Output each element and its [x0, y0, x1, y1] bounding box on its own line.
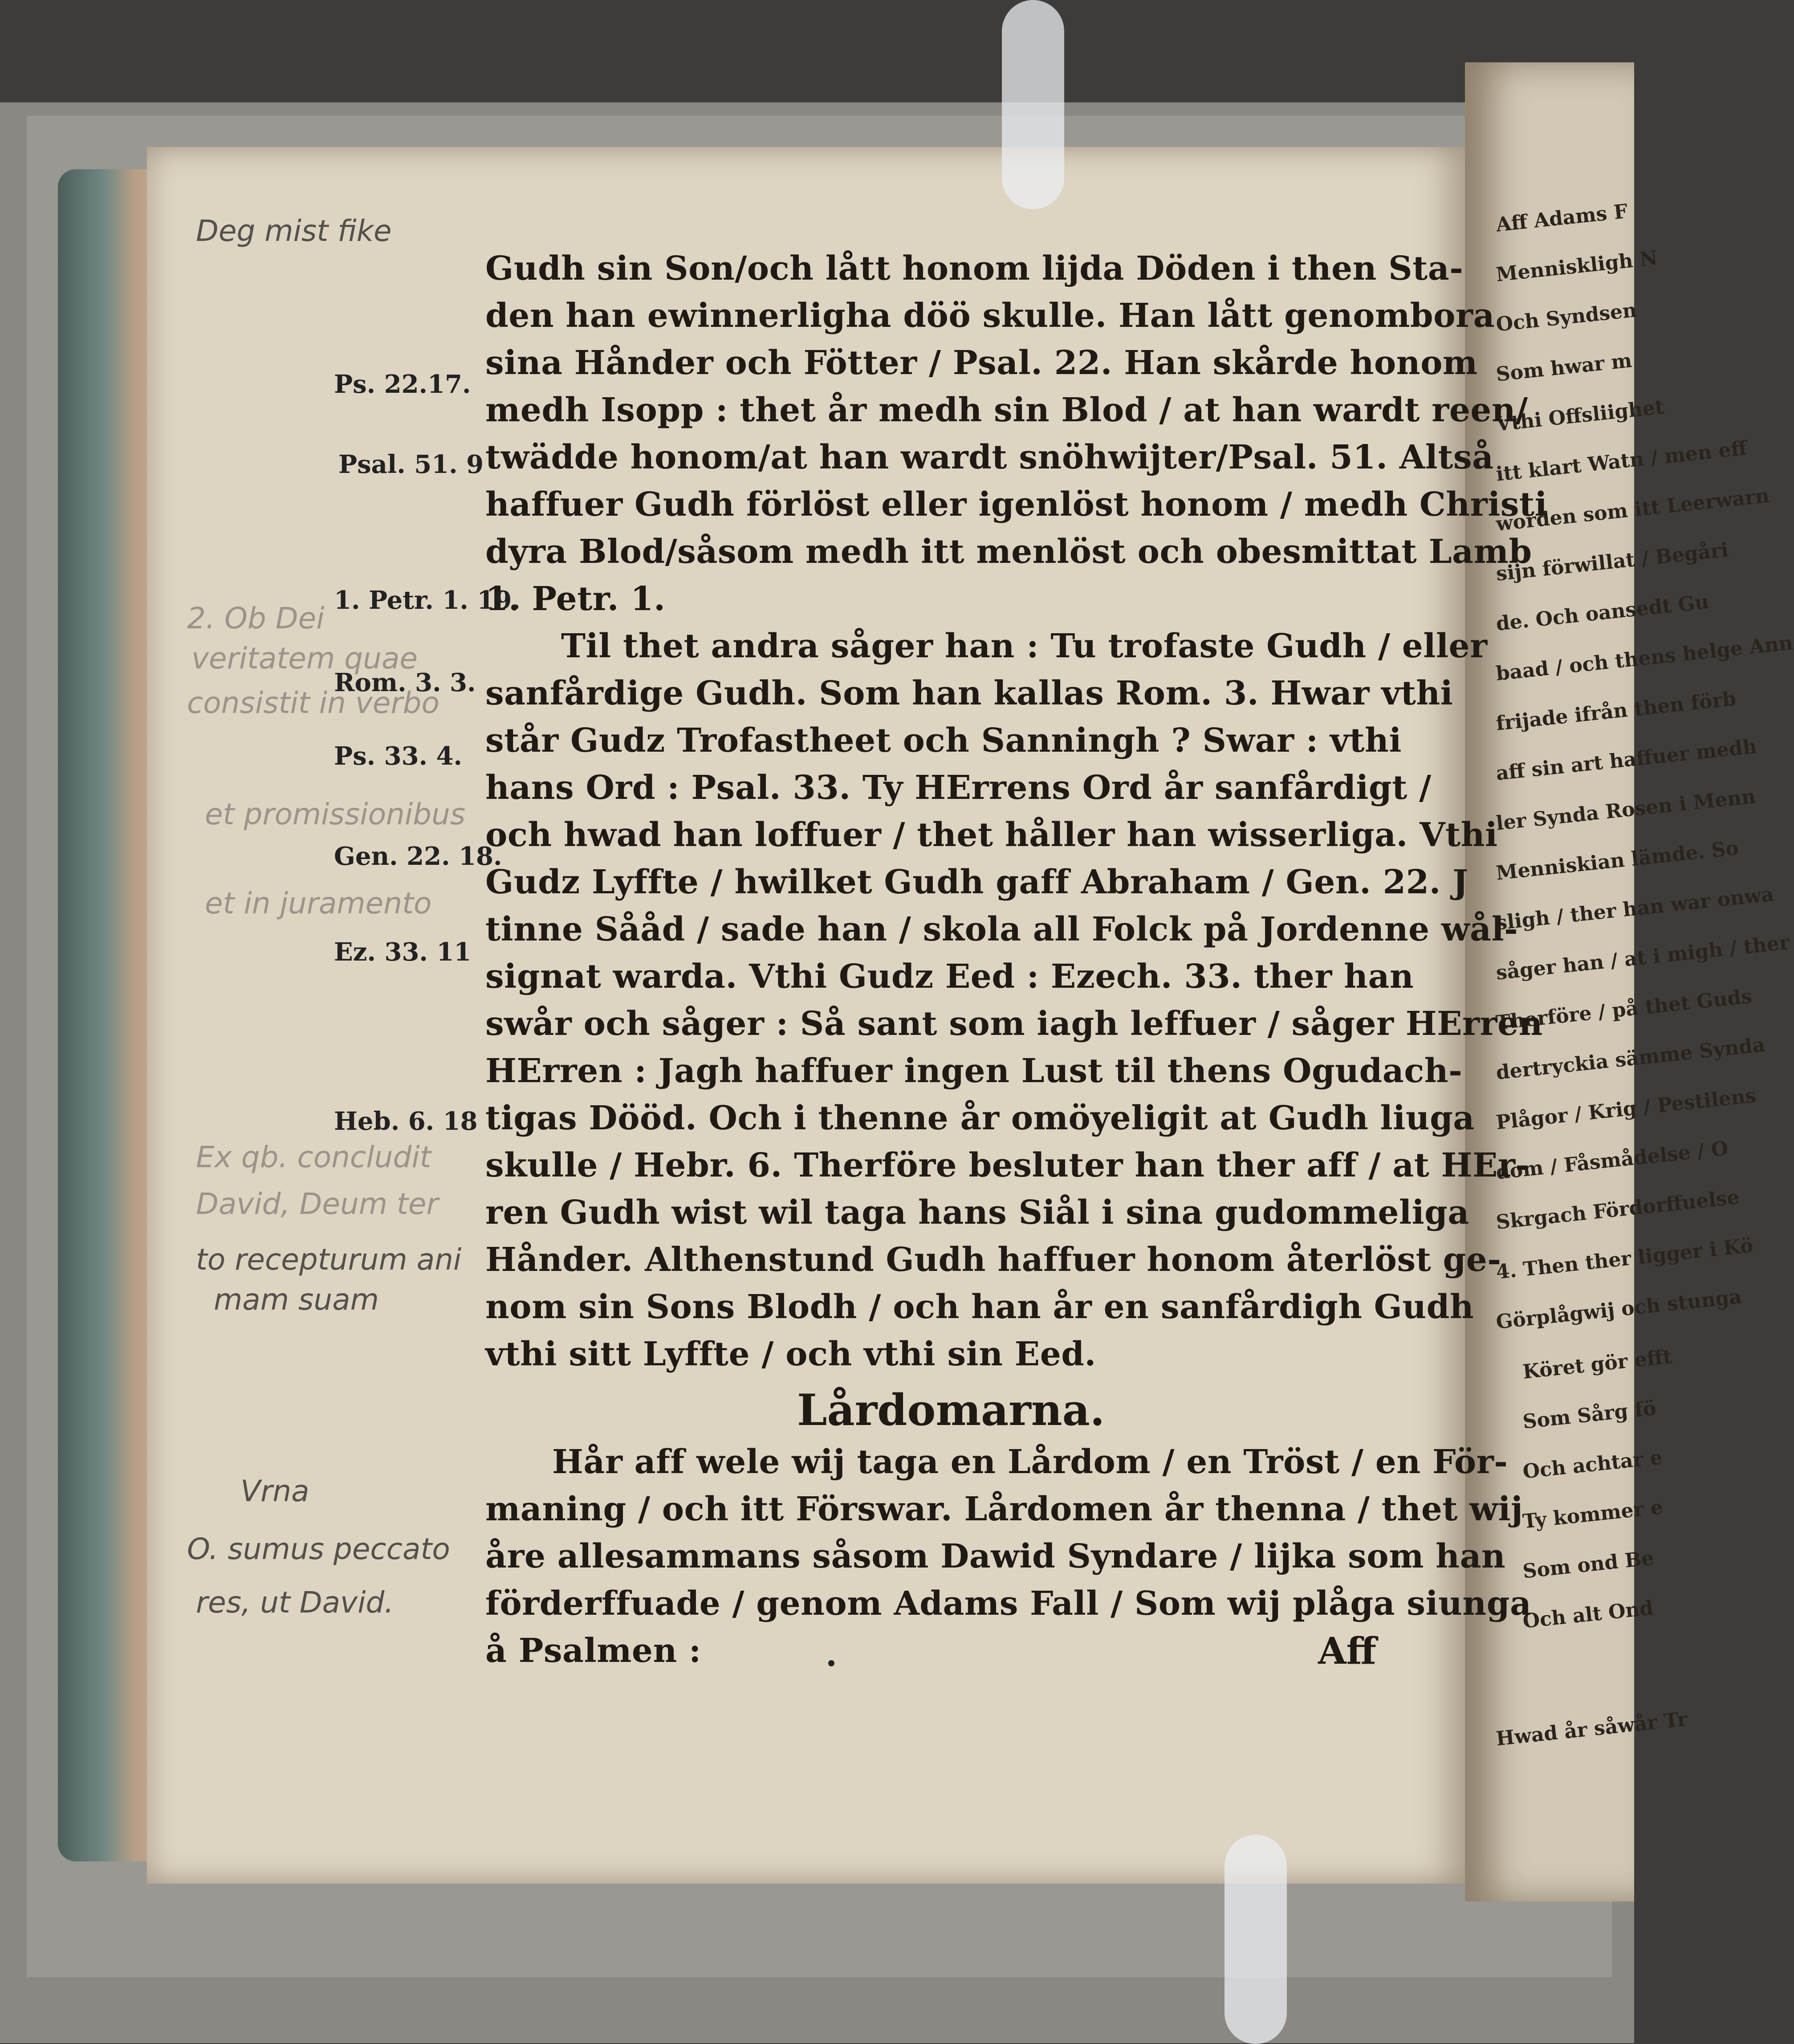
margin-reference: Psal. 51. 9	[338, 450, 484, 479]
facing-page-line: ler Synda Rosen i Menn	[1495, 785, 1757, 835]
facing-page-line: Görplågwij och stunga	[1495, 1285, 1743, 1334]
facing-page-line: de. Och oansedt Gu	[1495, 590, 1710, 635]
facing-page-line: Menniskligh N	[1495, 247, 1659, 286]
page-dot-mark	[828, 1660, 834, 1666]
text-line: å Psalmen :	[485, 1632, 701, 1670]
facing-page-line: dom / Fåsmådelse / O	[1495, 1137, 1729, 1184]
text-line: nom sin Sons Blodh / och han år en sanfårdigh Gudh	[485, 1288, 1474, 1326]
facing-page-line: Hwad år såwår Tr	[1495, 1707, 1689, 1751]
text-line: maning / och itt Förswar. Lårdomen år thenna / thet wij	[485, 1490, 1523, 1528]
facing-page-line: sijn förwillat / Begåri	[1495, 538, 1729, 586]
facing-page-line: Köret gör efft	[1521, 1345, 1673, 1384]
facing-page-line: Och Syndsen	[1495, 298, 1638, 336]
page-clip-bottom	[1224, 1835, 1287, 2044]
text-line: tinne Sååd / sade han / skola all Folck på Jordenne wål-	[485, 910, 1518, 949]
handwritten-note: veritatem quae	[191, 641, 418, 676]
text-line: dyra Blod/såsom medh itt menlöst och obesmittat Lamb	[485, 533, 1532, 571]
text-line: vthi sitt Lyffte / och vthi sin Eed.	[485, 1335, 1096, 1373]
facing-page-line: Som Sårg fö	[1521, 1397, 1657, 1433]
facing-page-line: frijade ifrån then förb	[1495, 687, 1737, 735]
text-line: skulle / Hebr. 6. Therföre besluter han ther aff / at HEr-	[485, 1146, 1530, 1185]
text-line: Hånder. Althenstund Gudh haffuer honom återlöst ge-	[485, 1241, 1501, 1279]
text-line: 1. Petr. 1.	[485, 580, 666, 618]
handwritten-note: 2. Ob Dei	[187, 601, 325, 635]
text-line: ren Gudh wist wil taga hans Siål i sina gudommeliga	[485, 1193, 1469, 1232]
facing-page-line: Vthi Offsliighet	[1495, 395, 1665, 436]
margin-reference: Gen. 22. 18.	[334, 842, 502, 871]
margin-reference: Ps. 22.17.	[334, 370, 471, 399]
handwritten-note: Deg mist fike	[196, 214, 392, 248]
handwritten-note: O. sumus peccato	[187, 1532, 450, 1566]
margin-reference: Heb. 6. 18	[334, 1107, 478, 1136]
text-line: Hår aff wele wij taga en Lårdom / en Tröst / en För-	[552, 1443, 1508, 1481]
handwritten-note: Vrna	[240, 1474, 309, 1508]
text-line: haffuer Gudh förlöst eller igenlöst honom / medh Christi	[485, 485, 1548, 524]
facing-page-line: Therföre / på thet Guds	[1495, 985, 1753, 1034]
text-line: HErren : Jagh haffuer ingen Lust til thens Ogudach-	[485, 1052, 1463, 1090]
facing-page-line: baad / och thens helge Ann	[1495, 631, 1794, 685]
text-line: Gudh sin Son/och lått honom lijda Döden i then Sta-	[485, 249, 1464, 288]
handwritten-note: David, Deum ter	[196, 1187, 439, 1221]
facing-page-line: itt klart Watn / men eff	[1495, 436, 1748, 486]
handwritten-note: to recepturum ani	[196, 1242, 462, 1277]
text-line: förderffuade / genom Adams Fall / Som wij plåga siunga	[485, 1584, 1532, 1623]
margin-reference: Ez. 33. 11	[334, 937, 472, 967]
handwritten-note: et promissionibus	[205, 797, 466, 831]
page-clip-top	[1002, 0, 1064, 209]
facing-page-line: Som ond Be	[1521, 1547, 1655, 1583]
text-line: tigas Dööd. Och i thenne år omöyeligit at Gudh liuga	[485, 1099, 1475, 1137]
facing-page-line: Skrgach Fördorffuelse	[1495, 1185, 1741, 1234]
section-heading: Lårdomarna.	[797, 1385, 1105, 1435]
facing-page-line: Och achtar e	[1521, 1446, 1664, 1483]
handwritten-note: et in juramento	[205, 886, 432, 920]
text-line: Gudz Lyffte / hwilket Gudh gaff Abraham / Gen. 22. J	[485, 863, 1469, 901]
facing-page-line: Menniskian lämde. So	[1495, 836, 1740, 885]
text-line: sina Hånder och Fötter / Psal. 22. Han skårde honom	[485, 344, 1478, 382]
facing-page-line: Som hwar m	[1495, 349, 1633, 386]
text-line: twädde honom/at han wardt snöhwijter/Psal. 51. Altså	[485, 438, 1494, 476]
facing-page-line: worden som itt Leerwarn	[1495, 484, 1771, 536]
text-line: hans Ord : Psal. 33. Ty HErrens Ord år sanfårdigt /	[485, 769, 1432, 807]
text-line: står Gudz Trofastheet och Sanningh ? Swar : vthi	[485, 721, 1402, 760]
handwritten-note: Ex qb. concludit	[196, 1140, 431, 1174]
text-line: sanfårdige Gudh. Som han kallas Rom. 3. Hwar vthi	[485, 674, 1453, 713]
text-line: den han ewinnerligha döö skulle. Han lått genombora	[485, 297, 1495, 335]
facing-page-line: Plågor / Krig / Pestilens	[1495, 1084, 1757, 1134]
text-line: signat warda. Vthi Gudz Eed : Ezech. 33. ther han	[485, 957, 1414, 996]
text-line: medh Isopp : thet år medh sin Blod / at han wardt reen/	[485, 391, 1528, 429]
handwritten-note: mam suam	[214, 1283, 379, 1317]
text-line: åre allesammans såsom Dawid Syndare / lijka som han	[485, 1537, 1506, 1576]
facing-page-line: Aff Adams F	[1495, 200, 1629, 236]
facing-page-line: aff sin art haffuer medh	[1495, 735, 1758, 785]
facing-page-line: Ty kommer e	[1521, 1496, 1664, 1533]
margin-reference: 1. Petr. 1. 19.	[334, 586, 521, 615]
facing-page-line: Och alt Ond	[1521, 1596, 1655, 1633]
text-line: swår och såger : Så sant som iagh leffuer / såger HErren	[485, 1005, 1543, 1043]
facing-page-line: sligh / ther han war onwa	[1495, 883, 1775, 935]
margin-reference: Rom. 3. 3.	[334, 668, 476, 697]
handwritten-note: res, ut David.	[196, 1585, 394, 1620]
text-line: och hwad han loffuer / thet håller han wisserliga. Vthi	[485, 816, 1498, 854]
margin-reference: Ps. 33. 4.	[334, 741, 463, 771]
facing-page-line: dertryckia sämme Synda	[1495, 1033, 1766, 1084]
facing-page-line: såger han / at i migh / ther	[1495, 931, 1791, 985]
handwritten-note: consistit in verbo	[187, 686, 439, 720]
text-line: Til thet andra såger han : Tu trofaste Gudh / eller	[561, 627, 1488, 665]
facing-page	[1465, 62, 1794, 1901]
catchword: Aff	[1318, 1630, 1376, 1673]
facing-page-line: 4. Then ther ligger i Kö	[1495, 1234, 1754, 1284]
